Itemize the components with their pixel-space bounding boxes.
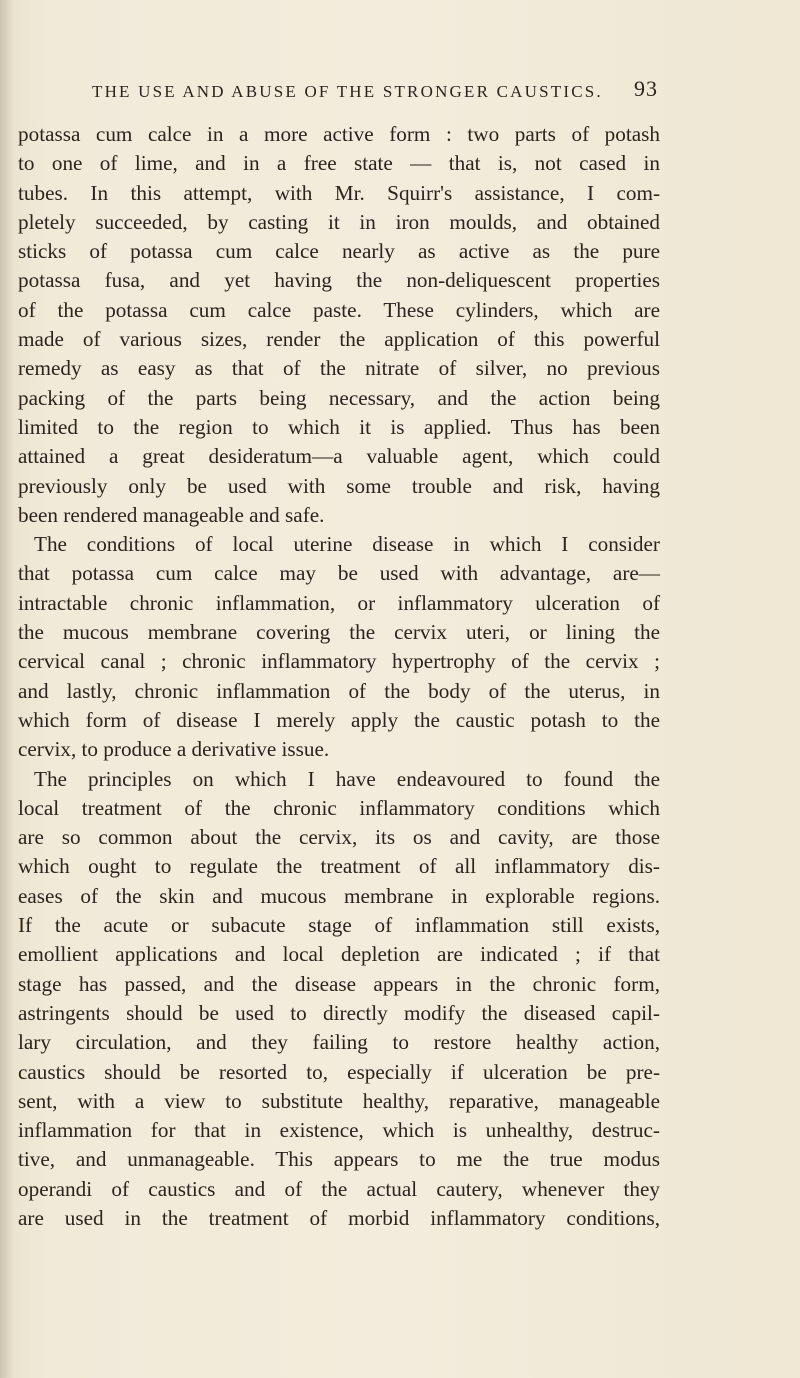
text-line: to one of lime, and in a free state — that is, not cased in (18, 151, 660, 176)
text-line: intractable chronic inflammation, or inflammatory ulceration of (18, 590, 660, 615)
text-line: inflammation for that in existence, which is unhealthy, destruc- (18, 1118, 660, 1143)
spine-shadow (0, 0, 14, 1378)
body-text (18, 120, 660, 1233)
text-line: cervix, to produce a derivative issue. (18, 737, 330, 762)
text-line: lary circulation, and they failing to restore healthy action, (18, 1030, 660, 1055)
text-line: operandi of caustics and of the actual cautery, whenever they (18, 1176, 660, 1201)
text-line: of the potassa cum calce paste. These cylinders, which are (18, 297, 660, 322)
text-line: packing of the parts being necessary, and the action being (18, 385, 660, 410)
text-line: potassa cum calce in a more active form : two parts of potash (18, 122, 660, 146)
page-number: 93 (634, 76, 658, 101)
text-line: The principles on which I have endeavoured to found the (34, 766, 660, 791)
text-line: The conditions of local uterine disease in which I consider (34, 532, 660, 557)
text-line: that potassa cum calce may be used with advantage, are— (18, 561, 660, 586)
text-line: astringents should be used to directly modify the diseased capil- (18, 1000, 660, 1025)
text-line: the mucous membrane covering the cervix uteri, or lining the (18, 620, 660, 645)
text-line: been rendered manageable and safe. (18, 502, 325, 527)
text-line: emollient applications and local depletion are indicated ; if that (18, 942, 660, 967)
text-line: remedy as easy as that of the nitrate of silver, no previous (18, 356, 660, 381)
text-line: pletely succeeded, by casting it in iron moulds, and obtained (18, 209, 660, 234)
text-line: sticks of potassa cum calce nearly as active as the pure (18, 239, 660, 264)
running-head: THE USE AND ABUSE OF THE STRONGER CAUSTICS. (92, 82, 603, 101)
text-line: limited to the region to which it is applied. Thus has been (18, 414, 660, 439)
text-line: local treatment of the chronic inflammatory conditions which (18, 795, 660, 820)
text-line: potassa fusa, and yet having the non-deliquescent properties (18, 268, 660, 293)
text-line: eases of the skin and mucous membrane in explorable regions. (18, 883, 660, 908)
text-line: stage has passed, and the disease appears in the chronic form, (18, 971, 660, 996)
text-line: previously only be used with some trouble and risk, having (18, 473, 660, 498)
text-line: tubes. In this attempt, with Mr. Squirr's assistance, I com- (18, 180, 660, 205)
text-line: attained a great desideratum—a valuable agent, which could (18, 444, 660, 469)
text-line: cervical canal ; chronic inflammatory hypertrophy of the cervix ; (18, 649, 660, 674)
text-line: sent, with a view to substitute healthy, reparative, manageable (18, 1088, 660, 1113)
text-line: If the acute or subacute stage of inflammation still exists, (18, 913, 660, 938)
text-line: which form of disease I merely apply the caustic potash to the (18, 707, 660, 732)
text-line: made of various sizes, render the application of this powerful (18, 327, 660, 352)
text-line: tive, and unmanageable. This appears to me the true modus (18, 1147, 660, 1172)
text-line: are so common about the cervix, its os and cavity, are those (18, 825, 660, 850)
text-line: are used in the treatment of morbid inflammatory conditions, (18, 1205, 660, 1230)
text-line: which ought to regulate the treatment of all inflammatory dis- (18, 854, 660, 879)
text-line: and lastly, chronic inflammation of the body of the uterus, in (18, 678, 660, 703)
text-line: caustics should be resorted to, especially if ulceration be pre- (18, 1059, 660, 1084)
